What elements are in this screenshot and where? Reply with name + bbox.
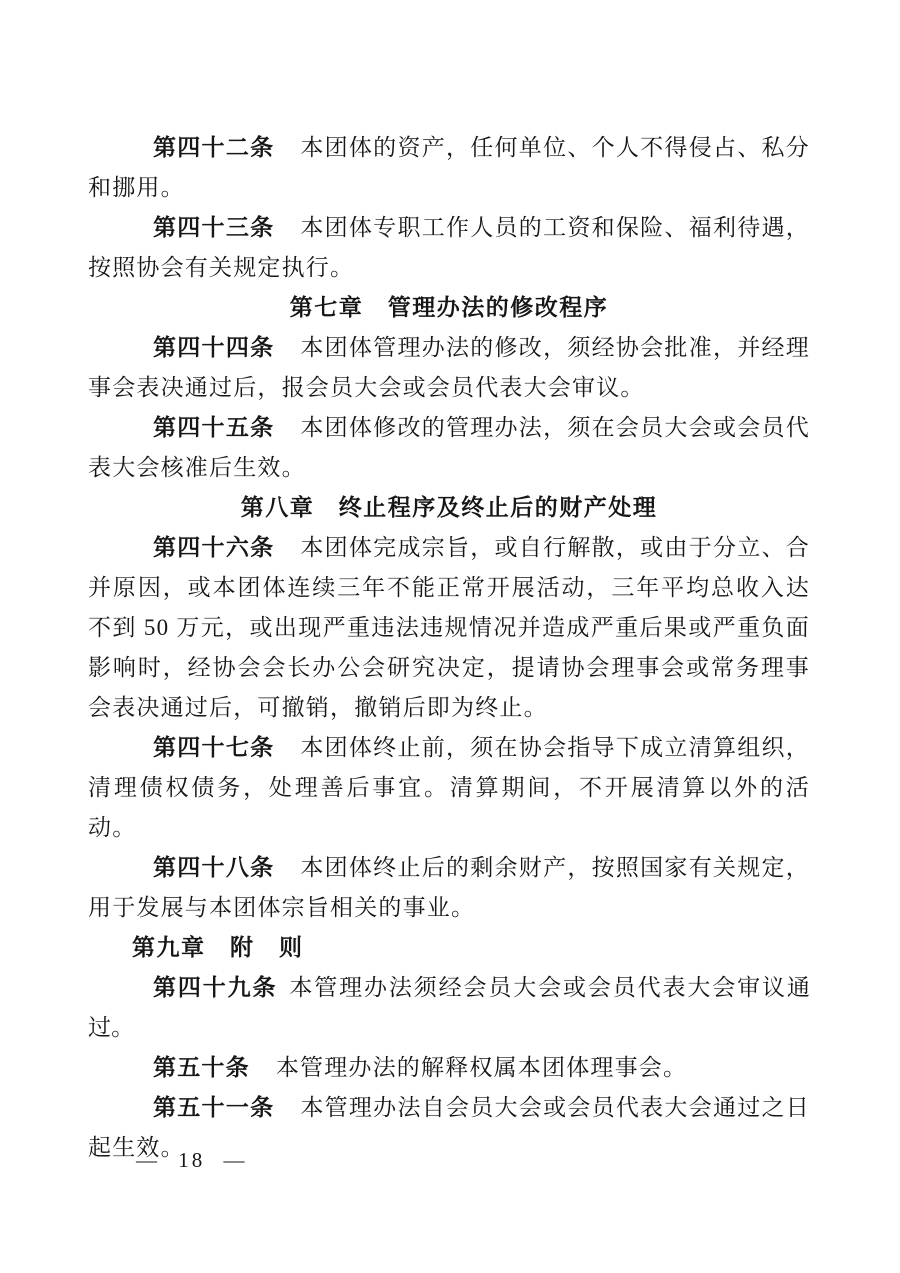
article-42 — [88, 128, 810, 208]
page-number: — 18 — — [136, 1148, 248, 1172]
chapter-9-heading: 第九章 附 则 — [132, 935, 304, 960]
article-46 — [88, 528, 810, 728]
article-46-text: 本团体完成宗旨，或自行解散，或由于分立、合并原因，或本团体连续三年不能正常开展活动，三年平均总收入达不到 50 万元，或出现严重违法违规情况并造成严重后果或严重负面影响时，经协会会长办公会研究决定，提请协会理事会或常务理事会表决通过后，可撤销，撤销后即为终止。 — [88, 535, 810, 720]
article-47-text: 本团体终止前，须在协会指导下成立清算组织，清理债权债务，处理善后事宜。清算期间，不开展清算以外的活动。 — [88, 735, 810, 840]
chapter-8-heading: 第八章 终止程序及终止后的财产处理 — [240, 495, 658, 520]
article-44-text: 本团体管理办法的修改，须经协会批准，并经理事会表决通过后，报会员大会或会员代表大会审议。 — [88, 335, 810, 400]
article-43-label: 第四十三条 — [153, 215, 275, 240]
article-46-label: 第四十六条 — [153, 535, 275, 560]
article-49-label: 第四十九条 — [153, 975, 278, 1000]
article-44 — [88, 328, 810, 408]
article-45-label: 第四十五条 — [153, 415, 275, 440]
article-51-text: 本管理办法自会员大会或会员代表大会通过之日起生效。 — [88, 1095, 810, 1160]
chapter-7-heading: 第七章 管理办法的修改程序 — [289, 295, 609, 320]
article-50-label: 第五十条 — [153, 1055, 250, 1080]
article-50-text: 本管理办法的解释权属本团体理事会。 — [275, 1055, 688, 1080]
article-48-label: 第四十八条 — [153, 855, 275, 880]
article-43-text: 本团体专职工作人员的工资和保险、福利待遇，按照协会有关规定执行。 — [88, 215, 810, 280]
article-42-label: 第四十二条 — [153, 135, 275, 160]
article-45-text: 本团体修改的管理办法，须在会员大会或会员代表大会核准后生效。 — [88, 415, 810, 480]
article-44-label: 第四十四条 — [153, 335, 275, 360]
article-51-label: 第五十一条 — [153, 1095, 275, 1120]
article-50 — [88, 1048, 810, 1088]
article-48 — [88, 848, 810, 928]
article-45 — [88, 408, 810, 488]
article-47-label: 第四十七条 — [153, 735, 275, 760]
article-48-text: 本团体终止后的剩余财产，按照国家有关规定，用于发展与本团体宗旨相关的事业。 — [88, 855, 810, 920]
article-43 — [88, 208, 810, 288]
article-47 — [88, 728, 810, 848]
document-body — [88, 128, 810, 1168]
article-42-text: 本团体的资产，任何单位、个人不得侵占、私分和挪用。 — [88, 135, 810, 200]
article-49 — [88, 968, 810, 1048]
article-49-text: 本管理办法须经会员大会或会员代表大会审议通过。 — [88, 975, 811, 1040]
